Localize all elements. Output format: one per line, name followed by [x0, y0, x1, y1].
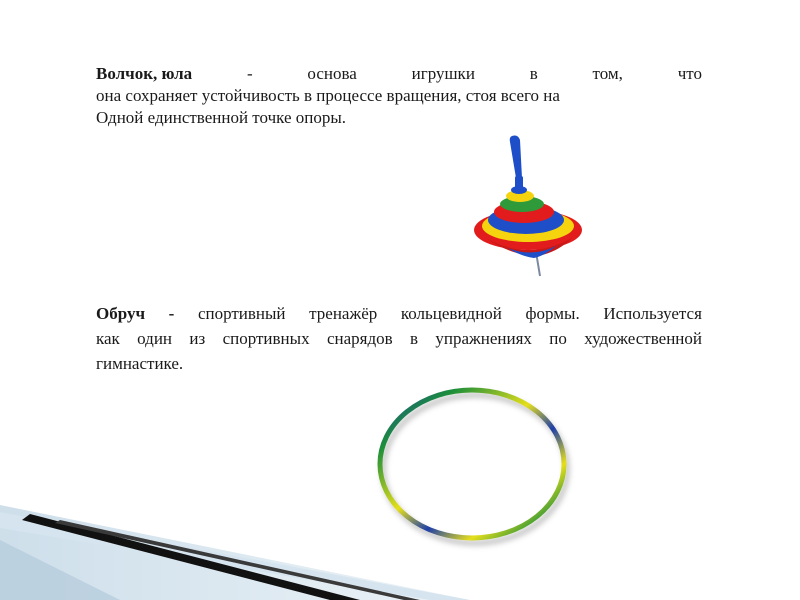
word: основа	[307, 64, 357, 83]
word: тренажёр	[309, 304, 378, 323]
spinning-top-icon	[468, 134, 588, 280]
word: из	[189, 329, 206, 348]
spinning-top-dash: -	[246, 64, 253, 83]
word: как	[96, 329, 120, 348]
word: снарядов	[326, 329, 393, 348]
hoop-line-3: гимнастике.	[96, 354, 184, 373]
spinning-top-term: Волчок, юла	[96, 64, 193, 83]
word: кольцевидной	[400, 304, 502, 323]
word: Используется	[603, 304, 702, 323]
spinning-top-line-3: Одной единственной точке опоры.	[96, 108, 347, 127]
hoop-line-2	[96, 326, 702, 351]
word: спортивных	[222, 329, 310, 348]
spinning-top-line-1	[96, 63, 702, 85]
gymnastic-hoop-icon	[368, 382, 578, 552]
word: что	[677, 64, 702, 83]
hoop-term: Обруч	[96, 304, 146, 323]
hoop-description	[96, 301, 702, 376]
word: упражнениях	[435, 329, 532, 348]
word: в	[409, 329, 419, 348]
spinning-top-description	[96, 63, 702, 129]
word: том,	[592, 64, 623, 83]
word: игрушки	[411, 64, 475, 83]
word: спортивный	[197, 304, 286, 323]
word: один	[137, 329, 173, 348]
hoop-line-1	[96, 301, 702, 326]
hoop-dash: -	[168, 304, 175, 323]
word: художественной	[584, 329, 702, 348]
spinning-top-line-2: она сохраняет устойчивость в процессе вращения, стоя всего на	[96, 86, 560, 105]
word: формы.	[525, 304, 580, 323]
word: по	[549, 329, 567, 348]
word: в	[529, 64, 538, 83]
